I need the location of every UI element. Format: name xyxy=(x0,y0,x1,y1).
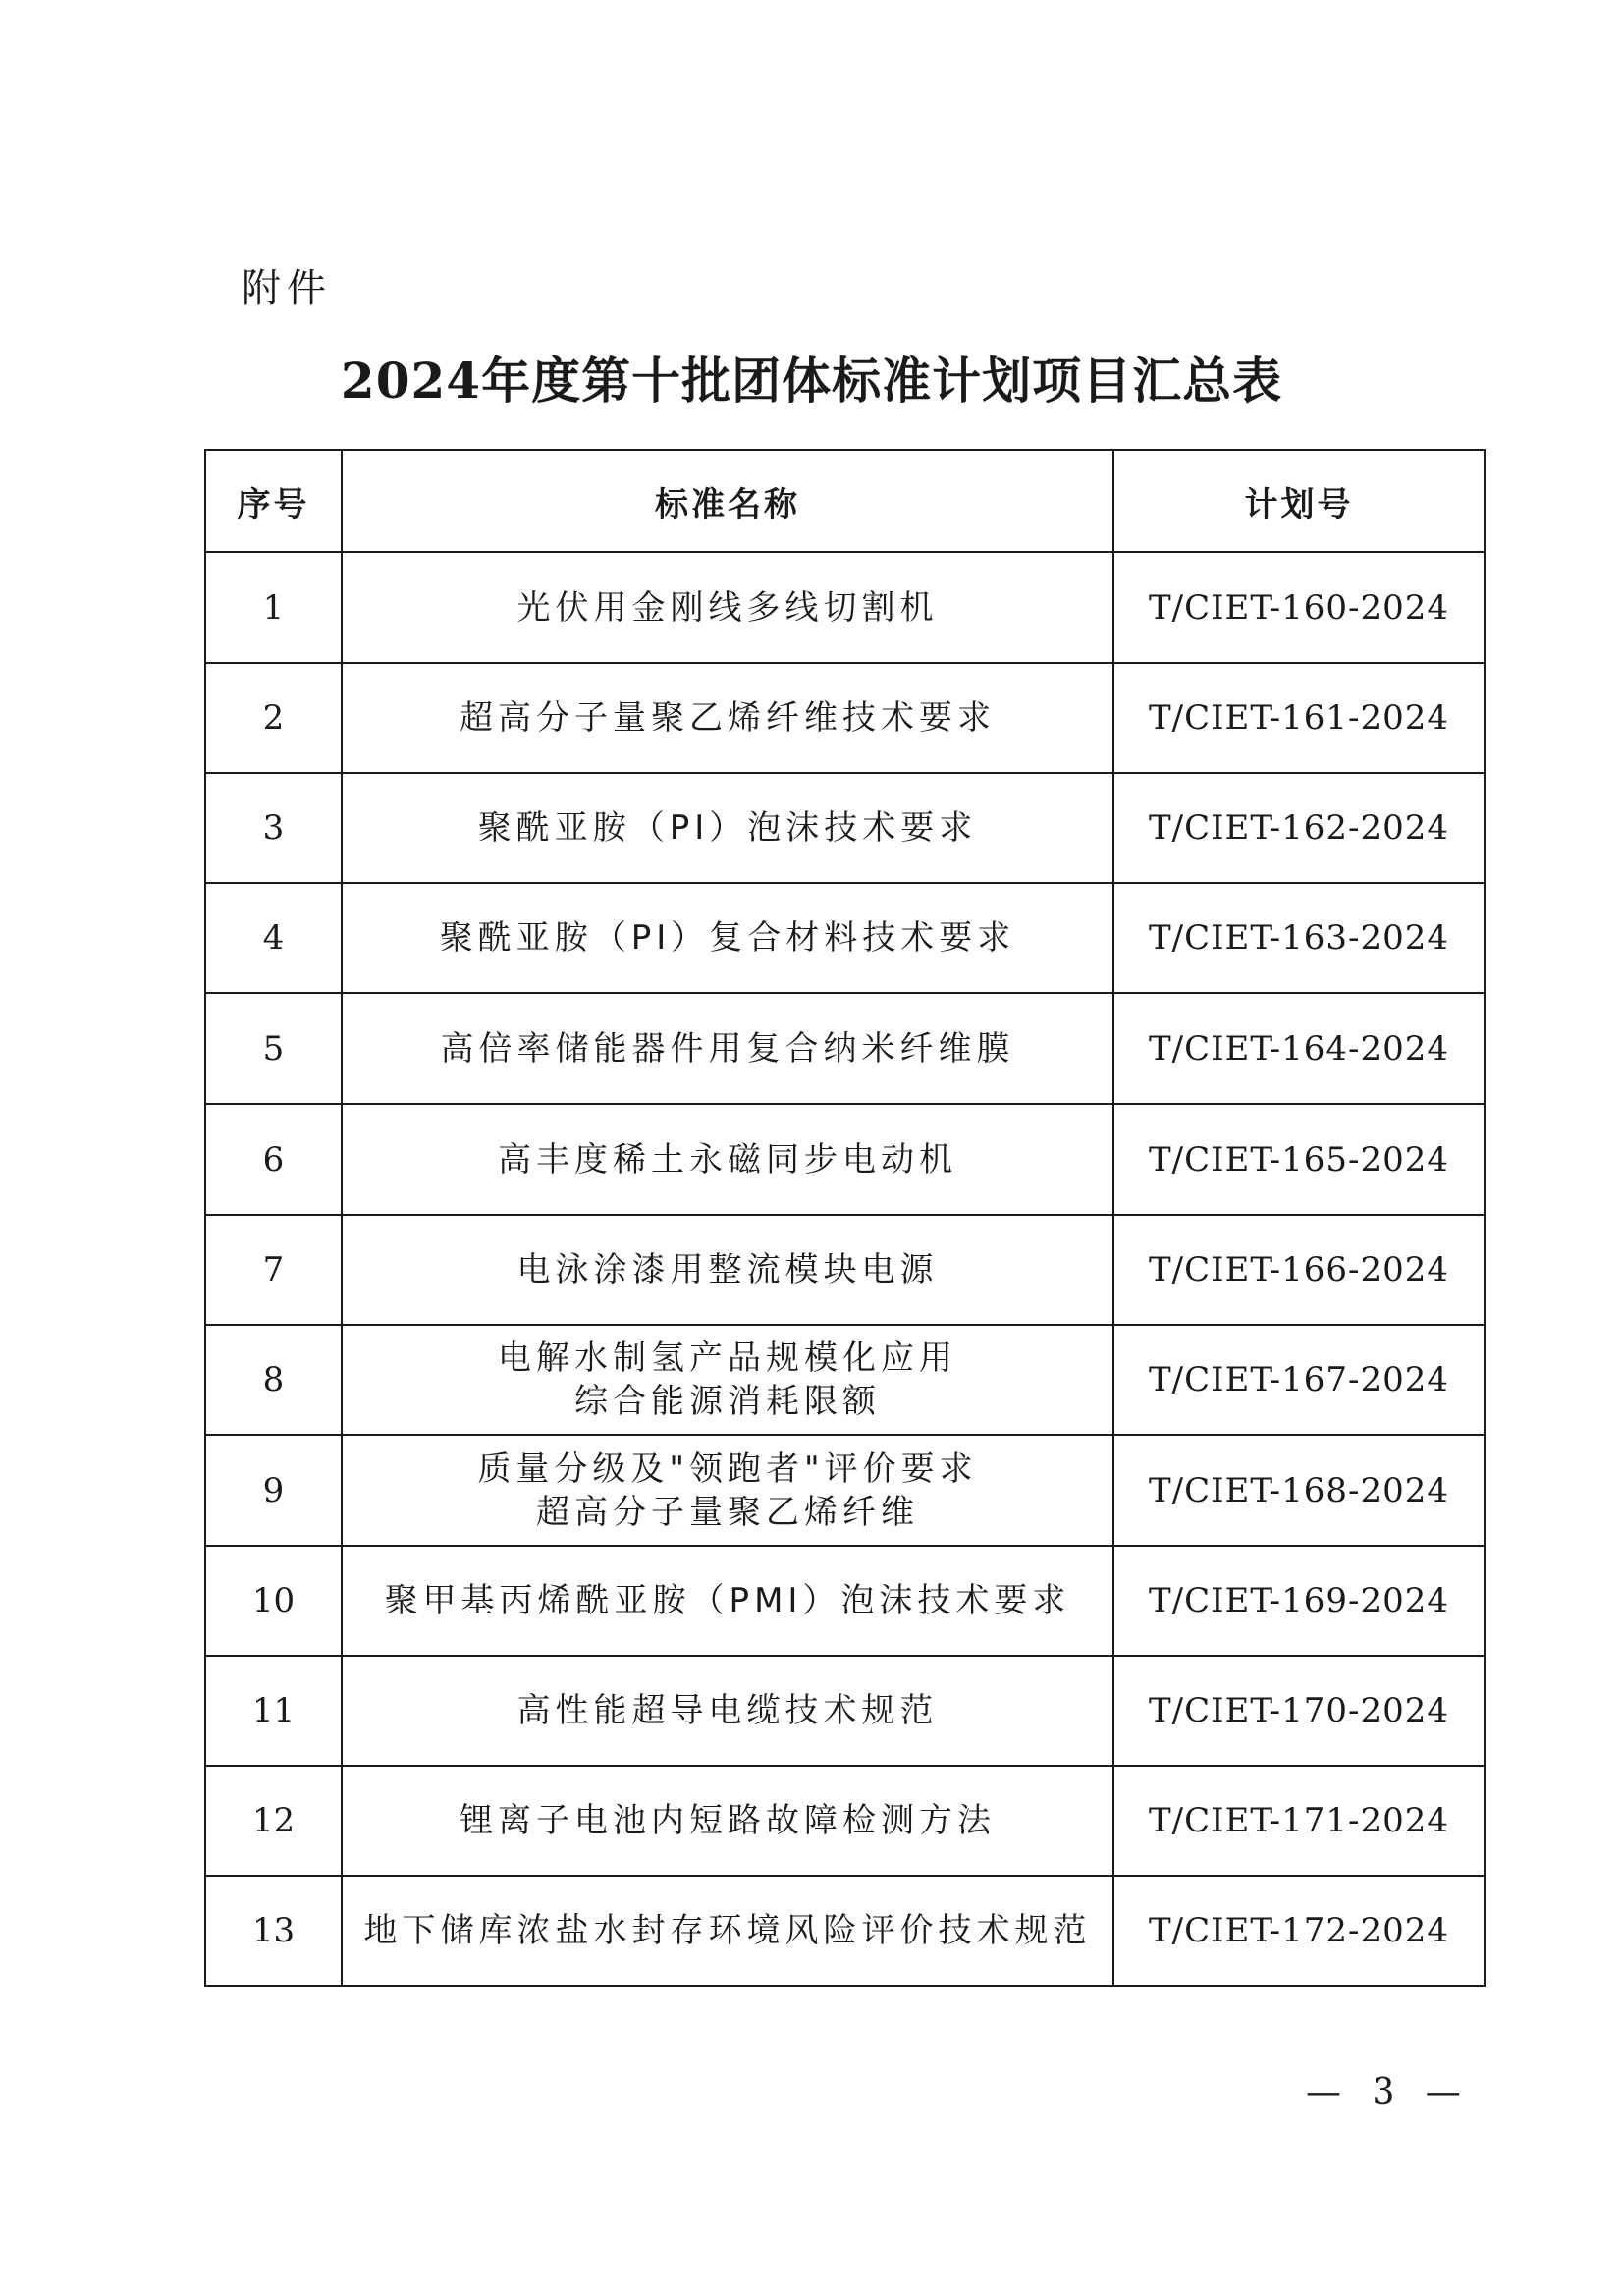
standard-name-line: 超高分子量聚乙烯纤维技术要求 xyxy=(460,698,996,738)
table-body xyxy=(205,552,1485,1986)
standard-name-cell xyxy=(342,1546,1113,1656)
standard-name-cell xyxy=(342,1876,1113,1986)
serial-number-cell: 13 xyxy=(205,1876,342,1986)
serial-number-cell: 8 xyxy=(205,1325,342,1435)
serial-number-cell: 7 xyxy=(205,1215,342,1325)
standard-name-line: 综合能源消耗限额 xyxy=(574,1382,881,1421)
standard-name-cell xyxy=(342,663,1113,773)
table-row xyxy=(205,1876,1485,1986)
table-row xyxy=(205,1435,1485,1546)
standard-name-line: 地下储库浓盐水封存环境风险评价技术规范 xyxy=(363,1911,1092,1950)
table-row xyxy=(205,552,1485,663)
serial-number-cell: 1 xyxy=(205,552,342,663)
serial-number-cell: 9 xyxy=(205,1435,342,1546)
attachment-label: 附件 xyxy=(242,266,332,311)
standard-name-line: 质量分级及"领跑者"评价要求 xyxy=(477,1449,978,1489)
plan-number-cell: T/CIET-169-2024 xyxy=(1113,1546,1485,1656)
standard-name-cell xyxy=(342,1104,1113,1215)
plan-number-cell: T/CIET-165-2024 xyxy=(1113,1104,1485,1215)
plan-number-cell: T/CIET-168-2024 xyxy=(1113,1435,1485,1546)
standard-name-line: 光伏用金刚线多线切割机 xyxy=(516,587,939,628)
serial-number-cell: 5 xyxy=(205,993,342,1104)
table-row xyxy=(205,883,1485,993)
table-row xyxy=(205,773,1485,883)
standard-name-line: 聚酰亚胺（PI）泡沫技术要求 xyxy=(477,808,978,847)
standard-name-line: 锂离子电池内短路故障检测方法 xyxy=(460,1801,996,1840)
plan-number-cell: T/CIET-163-2024 xyxy=(1113,883,1485,993)
table-row xyxy=(205,993,1485,1104)
plan-number-cell: T/CIET-167-2024 xyxy=(1113,1325,1485,1435)
plan-number-cell: T/CIET-170-2024 xyxy=(1113,1656,1485,1766)
column-header-plan-number: 计划号 xyxy=(1113,450,1485,552)
standard-name-cell xyxy=(342,552,1113,663)
plan-number-cell: T/CIET-160-2024 xyxy=(1113,552,1485,663)
standard-name-cell xyxy=(342,773,1113,883)
standard-name-cell xyxy=(342,1325,1113,1435)
table-row xyxy=(205,663,1485,773)
standard-name-cell xyxy=(342,1656,1113,1766)
table-row xyxy=(205,1766,1485,1876)
standard-name-line: 高倍率储能器件用复合纳米纤维膜 xyxy=(440,1028,1015,1068)
serial-number-cell: 4 xyxy=(205,883,342,993)
table-header-row xyxy=(205,450,1485,552)
standard-name-cell xyxy=(342,993,1113,1104)
standard-name-cell xyxy=(342,1215,1113,1325)
plan-number-cell: T/CIET-162-2024 xyxy=(1113,773,1485,883)
standard-name-line: 电解水制氢产品规模化应用 xyxy=(498,1339,957,1378)
table-row xyxy=(205,1656,1485,1766)
page-title: 2024年度第十批团体标准计划项目汇总表 xyxy=(340,352,1283,410)
serial-number-cell: 11 xyxy=(205,1656,342,1766)
plan-number-cell: T/CIET-171-2024 xyxy=(1113,1766,1485,1876)
table-row xyxy=(205,1215,1485,1325)
standards-table xyxy=(204,449,1486,1987)
column-header-standard-name: 标准名称 xyxy=(342,450,1113,552)
plan-number-cell: T/CIET-161-2024 xyxy=(1113,663,1485,773)
standard-name-line: 高性能超导电缆技术规范 xyxy=(516,1691,939,1730)
plan-number-cell: T/CIET-164-2024 xyxy=(1113,993,1485,1104)
serial-number-cell: 6 xyxy=(205,1104,342,1215)
table-row xyxy=(205,1546,1485,1656)
standard-name-cell xyxy=(342,1435,1113,1546)
plan-number-cell: T/CIET-166-2024 xyxy=(1113,1215,1485,1325)
standard-name-cell xyxy=(342,1766,1113,1876)
standard-name-line: 聚酰亚胺（PI）复合材料技术要求 xyxy=(439,918,1016,957)
plan-number-cell: T/CIET-172-2024 xyxy=(1113,1876,1485,1986)
table-row xyxy=(205,1325,1485,1435)
page-number: — 3 — xyxy=(1306,2072,1471,2112)
serial-number-cell: 2 xyxy=(205,663,342,773)
table-row xyxy=(205,1104,1485,1215)
standard-name-line: 聚甲基丙烯酰亚胺（PMI）泡沫技术要求 xyxy=(384,1581,1071,1620)
standard-name-line: 高丰度稀土永磁同步电动机 xyxy=(498,1139,957,1179)
standard-name-line: 超高分子量聚乙烯纤维 xyxy=(536,1492,919,1532)
serial-number-cell: 12 xyxy=(205,1766,342,1876)
standard-name-line: 电泳涂漆用整流模块电源 xyxy=(516,1250,939,1289)
standard-name-cell xyxy=(342,883,1113,993)
serial-number-cell: 10 xyxy=(205,1546,342,1656)
serial-number-cell: 3 xyxy=(205,773,342,883)
column-header-serial: 序号 xyxy=(205,450,342,552)
